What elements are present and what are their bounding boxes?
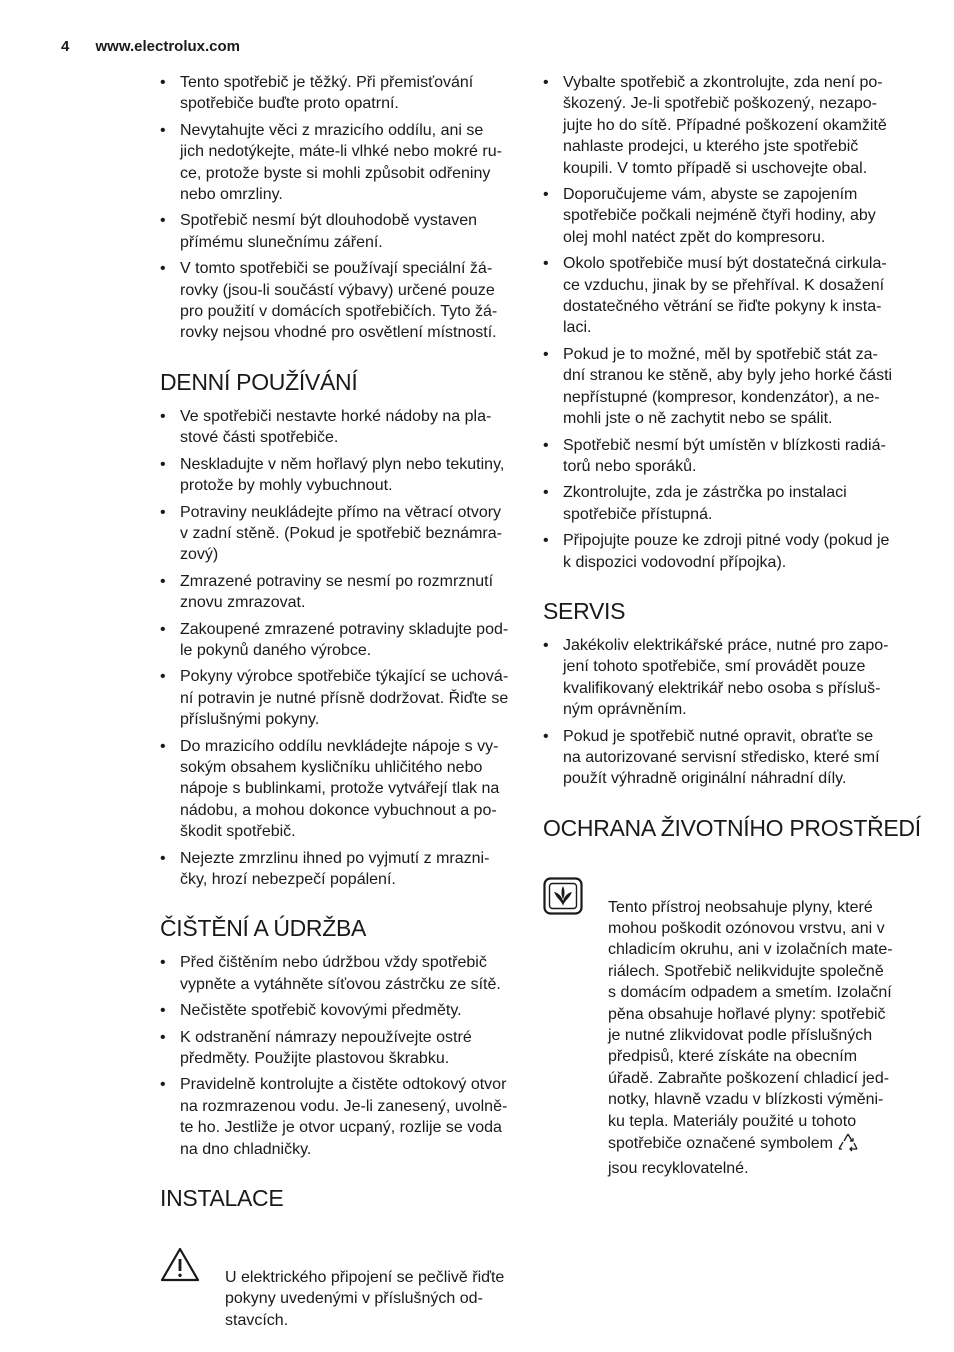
service-list — [543, 635, 895, 790]
section-title-environment: OCHRANA ŽIVOTNÍHO PROSTŘEDÍ — [543, 814, 921, 841]
daily-use-list — [160, 406, 512, 891]
intro-list — [160, 72, 512, 344]
page-number: 4 — [61, 38, 70, 55]
section-title-daily-use: DENNÍ POUŽÍVÁNÍ — [160, 368, 358, 395]
list-item: • Doporučujeme vám, abyste se zapojením spotřebiče počkali nejméně čtyři hodiny, aby olej mohl natéct zpět do kompresoru. — [543, 184, 895, 248]
section-title-installation: INSTALACE — [160, 1185, 284, 1212]
list-item: • Zakoupené zmrazené potraviny skladujte pod- le pokynů daného výrobce. — [160, 619, 512, 662]
recycle-icon — [837, 1132, 859, 1158]
list-item: • Spotřebič nesmí být dlouhodobě vystaven přímému slunečnímu záření. — [160, 210, 512, 253]
list-item: • Neskladujte v něm hořlavý plyn nebo tekutiny, protože by mohly vybuchnout. — [160, 454, 512, 497]
left-column — [160, 72, 512, 1331]
list-item: • Okolo spotřebiče musí být dostatečná cirkula- ce vzduchu, jinak by se přehříval. K dosažení dostatečného větrání se řiďte pokyny k insta- laci. — [543, 253, 895, 339]
list-item: • Vybalte spotřebič a zkontrolujte, zda není po- škozený. Je-li spotřebič poškozený, nezapo- jujte ho do sítě. Případné poškození okamžitě nahlaste prodejci, u kterého jste spotřebič koupili. V tomto případě si uschovejte obal. — [543, 72, 895, 179]
list-item: • Pokud je to možné, měl by spotřebič stát za- dní stranou ke stěně, aby byly jeho horké části nepřístupné (kompresor, kondenzátor), a ne- mohli jste o ně zachytit nebo se spálit. — [543, 344, 895, 430]
page-header — [61, 38, 240, 55]
list-item: • Před čištěním nebo údržbou vždy spotřebič vypněte a vytáhněte síťovou zástrčku ze sítě. — [160, 952, 512, 995]
list-item: • Zkontrolujte, zda je zástrčka po instalaci spotřebiče přístupná. — [543, 482, 895, 525]
section-title-cleaning: ČIŠTĚNÍ A ÚDRŽBA — [160, 915, 367, 942]
environment-paragraph — [543, 854, 895, 1202]
list-item: • Spotřebič nesmí být umístěn v blízkosti radiá- torů nebo sporáků. — [543, 435, 895, 478]
environment-text: Tento přístroj neobsahuje plyny, které mohou poškodit ozónovou vrstvu, ani v chladicím okruhu, ani v izolačních mate- riálech. Spotřebič nelikvidujte společně s domácím odpadem a smetím. Izolační pěna obsahuje hořlavé plyny: spotřebič je nutné zlikvidovat podle příslušných předpisů, které získáte na obecním úřadě. Zabraňte poškození chladicí jed- notky, hlavně vzadu v blízkosti výměni- ku tepla. Materiály použité u tohoto spotřebiče označené symbolem — [608, 898, 893, 1153]
list-item: • Jakékoliv elektrikářské práce, nutné pro zapo- jení tohoto spotřebiče, smí provádět pouze kvalifikovaný elektrikář nebo osoba s přísluš- ným oprávněním. — [543, 635, 895, 721]
list-item: • Nečistěte spotřebič kovovými předměty. — [160, 1000, 512, 1021]
site-url: www.electrolux.com — [95, 38, 241, 55]
list-item: • Nejezte zmrzlinu ihned po vyjmutí z mrazni- čky, hrozí nebezpečí popálení. — [160, 848, 512, 891]
list-item: • Nevytahujte věci z mrazicího oddílu, ani se jich nedotýkejte, máte-li vlhké nebo mokré ru- ce, protože byste si mohli způsobit odřeniny nebo omrzliny. — [160, 120, 512, 206]
installation-list — [543, 72, 895, 573]
list-item: • Tento spotřebič je těžký. Při přemisťování spotřebiče buďte proto opatrní. — [160, 72, 512, 115]
list-item: • Potraviny neukládejte přímo na větrací otvory v zadní stěně. (Pokud je spotřebič beznámra- zový) — [160, 502, 512, 566]
environment-text-end: jsou recyklovatelné. — [608, 1160, 749, 1178]
list-item: • Pokyny výrobce spotřebiče týkající se uchová- ní potravin je nutné přísně dodržovat. Řiďte se příslušnými pokyny. — [160, 666, 512, 730]
cleaning-list — [160, 952, 512, 1160]
environment-plant-icon — [543, 856, 583, 922]
warning-triangle-icon — [160, 1226, 200, 1290]
list-item: • Pokud je spotřebič nutné opravit, obraťte se na autorizované servisní středisko, které smí použít výhradně originální náhradní díly. — [543, 726, 895, 790]
list-item: • V tomto spotřebiči se používají speciální žá- rovky (jsou-li součástí výbavy) určené pouze pro použití v domácích spotřebičích. Tyto žá- rovky nejsou vhodné pro osvětlení místností. — [160, 258, 512, 344]
installation-warning — [160, 1224, 512, 1331]
list-item: • Pravidelně kontrolujte a čistěte odtokový otvor na rozmrazenou vodu. Je-li zanesený, uvolně- te ho. Jestliže je otvor ucpaný, rozlije se voda na dno chladničky. — [160, 1074, 512, 1160]
section-title-service: SERVIS — [543, 597, 626, 624]
list-item: • K odstranění námrazy nepoužívejte ostré předměty. Použijte plastovou škrabku. — [160, 1027, 512, 1070]
installation-warning-text: U elektrického připojení se pečlivě řiďte pokyny uvedenými v příslušných od- stavcích. — [225, 1268, 505, 1329]
list-item: • Zmrazené potraviny se nesmí po rozmrznutí znovu zmrazovat. — [160, 571, 512, 614]
list-item: • Ve spotřebiči nestavte horké nádoby na pla- stové části spotřebiče. — [160, 406, 512, 449]
list-item: • Do mrazicího oddílu nevkládejte nápoje s vy- sokým obsahem kysličníku uhličitého nebo nápoje s bublinkami, protože vytvářejí tlak na nádobu, a mohou dokonce vybuchnout a po- škodit spotřebič. — [160, 736, 512, 843]
right-column — [543, 72, 921, 1201]
list-item: • Připojujte pouze ke zdroji pitné vody (pokud je k dispozici vodovodní přípojka). — [543, 530, 895, 573]
